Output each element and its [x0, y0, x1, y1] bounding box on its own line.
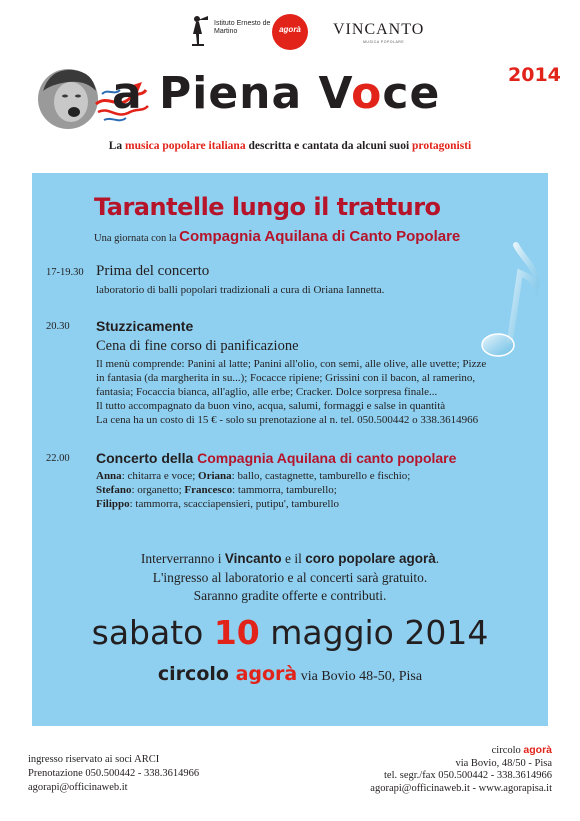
vincanto-logo-sub: MUSICA POPOLARE — [363, 40, 405, 44]
footer-left — [28, 753, 199, 795]
program-subheading: Cena di fine corso di panificazione — [96, 338, 299, 354]
member-name: Oriana — [198, 470, 232, 482]
info-line-2: L'ingresso al laboratorio e al concerti sarà gratuito. — [152, 570, 428, 585]
agora-logo — [272, 14, 308, 50]
event-subtitle-company: Compagnia Aquilana di Canto Popolare — [179, 228, 461, 245]
info-text: e il — [281, 551, 306, 566]
member-line — [96, 483, 337, 497]
date-text: maggio 2014 — [259, 613, 489, 652]
member-role: : organetto; — [131, 484, 185, 496]
footer-text: circolo — [491, 745, 524, 756]
info-text-bold: Vincanto — [224, 551, 282, 566]
title-part-red: o — [351, 68, 383, 119]
info-text: Interverranno i — [140, 551, 225, 566]
event-subtitle — [94, 228, 460, 246]
date-text: sabato — [91, 613, 214, 652]
member-line — [96, 497, 339, 511]
program-line: laboratorio di balli popolari tradizionali a cura di Oriana Iannetta. — [96, 284, 385, 296]
vincanto-logo — [333, 21, 425, 44]
member-role: : tammorra, tamburello; — [232, 484, 337, 496]
footer-right-line: tel. segr./fax 050.500442 - 338.3614966 — [384, 770, 552, 781]
agora-logo-text: agorà — [279, 25, 301, 34]
program-heading-part: Concerto della — [96, 450, 198, 466]
tagline-part: La — [108, 140, 126, 152]
program-heading-company: Compagnia Aquilana di canto popolare — [197, 450, 457, 466]
footer-right-line — [370, 744, 552, 758]
idm-logo-text: Istituto Ernesto de Martino — [214, 20, 271, 35]
member-role: : tammorra, scacciapensieri, putipu', tamburello — [129, 498, 340, 510]
footer-left-line: agorapi@officinaweb.it — [28, 782, 128, 793]
footer-right-line: via Bovio, 48/50 - Pisa — [455, 757, 552, 769]
vincanto-logo-text: VINCANTO — [333, 21, 425, 38]
program-heading — [96, 450, 456, 466]
event-subtitle-lead: Una giornata con la — [94, 233, 180, 244]
event-date — [32, 613, 548, 652]
program-heading: Prima del concerto — [96, 263, 210, 279]
program-time: 20.30 — [46, 321, 70, 332]
member-line — [96, 469, 410, 483]
program-line: in fantasia (da margherita in su...); Focacce ripiene; Grissini con il bacon, al ramerino, — [96, 372, 476, 384]
program-line: Il menù comprende: Panini al latte; Panini all'olio, con semi, alle olive, alle uvette; Pizze — [96, 358, 487, 370]
member-name: Anna — [96, 470, 122, 482]
footer-left-line: Prenotazione 050.500442 - 338.3614966 — [28, 768, 200, 779]
info-line-1 — [32, 551, 548, 567]
tagline-part-red: protagonisti — [412, 140, 472, 152]
venue-name: agorà — [235, 663, 298, 685]
venue-text: circolo — [157, 663, 236, 685]
festival-year: 2014 — [508, 64, 561, 86]
info-text-bold: coro popolare agorà — [305, 551, 436, 566]
footer-left-line: ingresso riservato ai soci ARCI — [28, 754, 160, 765]
trumpeter-icon — [188, 14, 210, 48]
member-name: Filippo — [96, 498, 130, 510]
program-time: 22.00 — [46, 453, 70, 464]
tagline-part-red: musica popolare italiana — [125, 140, 246, 152]
member-role: : ballo, castagnette, tamburello e fischio; — [231, 470, 411, 482]
footer-right — [370, 744, 552, 795]
venue-address: via Bovio 48-50, Pisa — [297, 669, 423, 684]
title-part: a Piena V — [112, 68, 352, 119]
header — [0, 60, 580, 160]
music-note-icon — [466, 241, 546, 371]
program-line: fantasia; Focaccia bianca, all'aglio, alle erbe; Cracker. Dolce sorpresa finale... — [96, 386, 438, 398]
tagline-part: descritta e cantata da alcuni suoi — [245, 140, 413, 152]
program-heading: Stuzzicamente — [96, 318, 194, 334]
member-role: : chitarra e voce; — [121, 470, 199, 482]
program-time: 17-19.30 — [46, 267, 84, 278]
member-name: Francesco — [184, 484, 233, 496]
logo-bar — [0, 12, 580, 52]
program-line: Il tutto accompagnato da buon vino, acqua, salumi, formaggi e salse in quantità — [96, 400, 446, 412]
title-part: ce — [382, 68, 441, 119]
tagline — [0, 140, 580, 152]
footer-right-line: agorapi@officinaweb.it - www.agorapisa.it — [370, 782, 552, 794]
program-line: La cena ha un costo di 15 € - solo su prenotazione al n. tel. 050.500442 o 338.3614966 — [96, 414, 479, 426]
festival-title — [112, 68, 440, 119]
info-line-3: Saranno gradite offerte e contributi. — [193, 588, 387, 603]
event-venue — [32, 663, 548, 685]
event-title: Tarantelle lungo il tratturo — [94, 193, 441, 221]
info-text: . — [435, 551, 440, 566]
date-day: 10 — [213, 613, 260, 652]
program-panel — [32, 173, 548, 726]
member-name: Stefano — [96, 484, 132, 496]
footer-venue-name: agorà — [523, 744, 552, 756]
